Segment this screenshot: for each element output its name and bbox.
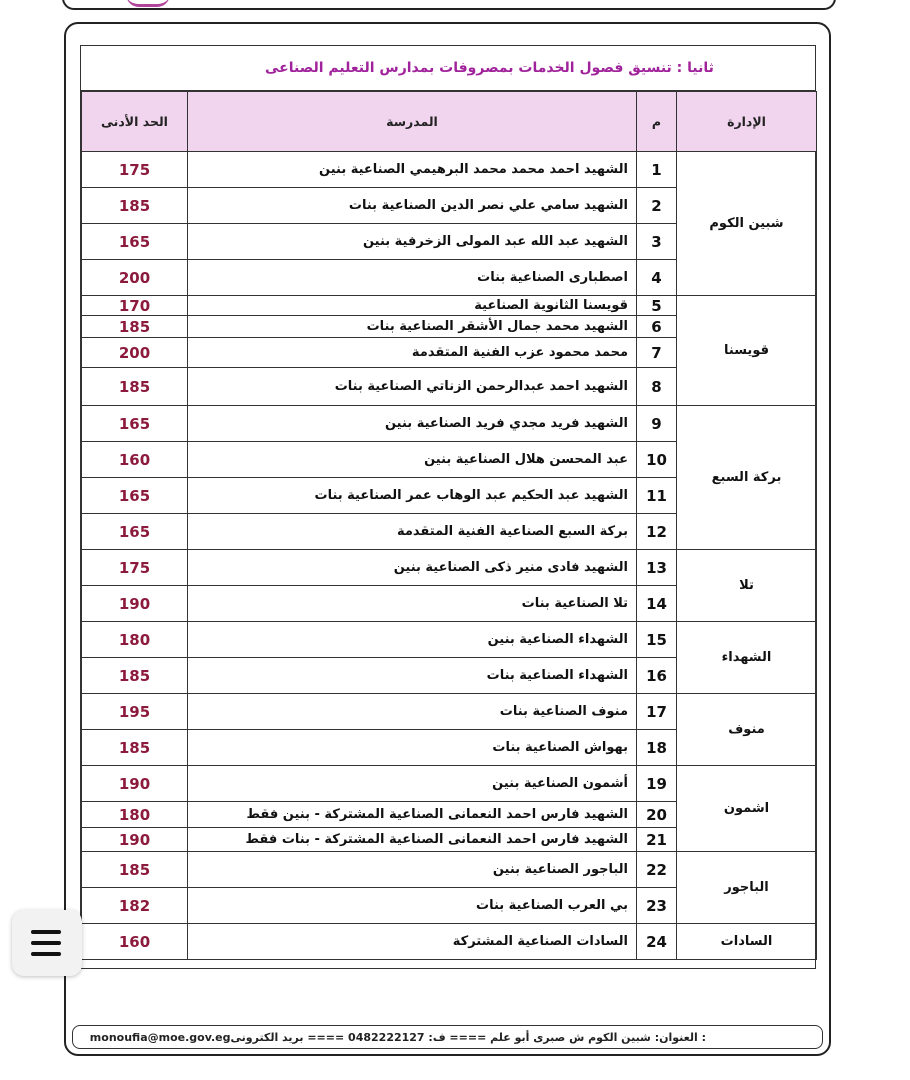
hamburger-menu-icon [31,952,61,956]
row-number-cell: 5 [637,296,677,316]
row-number-cell: 23 [637,888,677,924]
row-number-cell: 1 [637,152,677,188]
row-number-cell: 2 [637,188,677,224]
top-page-frame [62,0,836,10]
administration-cell: شبين الكوم [677,152,817,296]
row-number-cell: 4 [637,260,677,296]
administration-cell: منوف [677,694,817,766]
min-score-cell: 160 [82,442,188,478]
min-score-cell: 190 [82,766,188,802]
min-score-cell: 170 [82,296,188,316]
school-name-cell: تلا الصناعية بنات [188,586,637,622]
min-score-cell: 200 [82,338,188,368]
min-score-cell: 182 [82,888,188,924]
row-number-cell: 9 [637,406,677,442]
table-row [82,152,817,188]
table-row [82,766,817,802]
school-name-cell: بركة السبع الصناعية الفنية المتقدمة [188,514,637,550]
table-title: ثانيا : تنسيق فصول الخدمات بمصروفات بمدارس التعليم الصناعى [265,60,714,76]
school-name-cell: الشهداء الصناعية بنين [188,622,637,658]
school-name-cell: عبد المحسن هلال الصناعية بنين [188,442,637,478]
school-name-cell: الشهيد سامي علي نصر الدين الصناعية بنات [188,188,637,224]
min-score-cell: 185 [82,368,188,406]
min-score-cell: 185 [82,188,188,224]
school-name-cell: الشهداء الصناعية بنات [188,658,637,694]
min-score-cell: 175 [82,152,188,188]
min-score-cell: 175 [82,550,188,586]
min-score-cell: 195 [82,694,188,730]
school-name-cell: الشهيد فارس احمد النعمانى الصناعية المشتركة - بنين فقط [188,802,637,828]
min-score-cell: 165 [82,224,188,260]
table-row [82,296,817,316]
min-score-cell: 185 [82,316,188,338]
hamburger-menu-icon [31,941,61,945]
table-row [82,622,817,658]
administration-cell: قويسنا [677,296,817,406]
row-number-cell: 22 [637,852,677,888]
coordination-table [81,91,817,960]
min-score-cell: 185 [82,852,188,888]
school-name-cell: أشمون الصناعية بنين [188,766,637,802]
hamburger-menu-button[interactable] [12,910,82,976]
table-body [82,92,817,960]
row-number-cell: 3 [637,224,677,260]
administration-cell: اشمون [677,766,817,852]
school-name-cell: الشهيد عبد الله عبد المولى الزخرفية بنين [188,224,637,260]
header-row [82,92,817,152]
school-name-cell: محمد محمود عزب الفنية المتقدمة [188,338,637,368]
school-name-cell: منوف الصناعية بنات [188,694,637,730]
administration-cell: الباجور [677,852,817,924]
min-score-cell: 180 [82,802,188,828]
results-table [80,45,816,969]
administration-cell: بركة السبع [677,406,817,550]
administration-cell: تلا [677,550,817,622]
min-score-cell: 180 [82,622,188,658]
school-name-cell: الباجور الصناعية بنين [188,852,637,888]
table-row [82,550,817,586]
school-name-cell: الشهيد احمد محمد محمد البرهيمي الصناعية بنين [188,152,637,188]
hamburger-menu-icon [31,930,61,934]
header-number: م [637,92,677,152]
row-number-cell: 18 [637,730,677,766]
row-number-cell: 17 [637,694,677,730]
row-number-cell: 15 [637,622,677,658]
row-number-cell: 21 [637,828,677,852]
school-name-cell: الشهيد فريد مجدي فريد الصناعية بنين [188,406,637,442]
administration-cell: السادات [677,924,817,960]
row-number-cell: 24 [637,924,677,960]
row-number-cell: 10 [637,442,677,478]
row-number-cell: 14 [637,586,677,622]
row-number-cell: 13 [637,550,677,586]
header-administration: الإدارة [677,92,817,152]
table-row [82,852,817,888]
min-score-cell: 160 [82,924,188,960]
school-name-cell: الشهيد فارس احمد النعمانى الصناعية المشتركة - بنات فقط [188,828,637,852]
school-name-cell: السادات الصناعية المشتركة [188,924,637,960]
min-score-cell: 185 [82,658,188,694]
table-row [82,924,817,960]
school-name-cell: اصطبارى الصناعية بنات [188,260,637,296]
min-score-cell: 190 [82,828,188,852]
administration-cell: الشهداء [677,622,817,694]
school-name-cell: الشهيد احمد عبدالرحمن الزناتي الصناعية بنات [188,368,637,406]
table-title-row [81,46,815,91]
min-score-cell: 200 [82,260,188,296]
row-number-cell: 7 [637,338,677,368]
school-name-cell: بهواش الصناعية بنات [188,730,637,766]
row-number-cell: 12 [637,514,677,550]
school-name-cell: الشهيد فادى منير ذكى الصناعية بنين [188,550,637,586]
school-name-cell: قويسنا الثانوية الصناعية [188,296,637,316]
table-row [82,694,817,730]
row-number-cell: 11 [637,478,677,514]
min-score-cell: 190 [82,586,188,622]
row-number-cell: 20 [637,802,677,828]
min-score-cell: 165 [82,478,188,514]
min-score-cell: 185 [82,730,188,766]
row-number-cell: 8 [637,368,677,406]
school-name-cell: الشهيد محمد جمال الأشقر الصناعية بنات [188,316,637,338]
footer-contact-text: monoufia@moe.gov.egالعنوان: شبين الكوم ش صبرى أبو علم ==== ف: 0482222127 ==== بريد الكترونى : [89,1030,706,1044]
min-score-cell: 165 [82,406,188,442]
min-score-cell: 165 [82,514,188,550]
table-row [82,406,817,442]
row-number-cell: 19 [637,766,677,802]
footer-contact-bar [72,1025,823,1049]
header-school: المدرسة [188,92,637,152]
school-name-cell: الشهيد عبد الحكيم عبد الوهاب عمر الصناعية بنات [188,478,637,514]
row-number-cell: 16 [637,658,677,694]
row-number-cell: 6 [637,316,677,338]
school-name-cell: بي العرب الصناعية بنات [188,888,637,924]
header-min-score: الحد الأدنى [82,92,188,152]
